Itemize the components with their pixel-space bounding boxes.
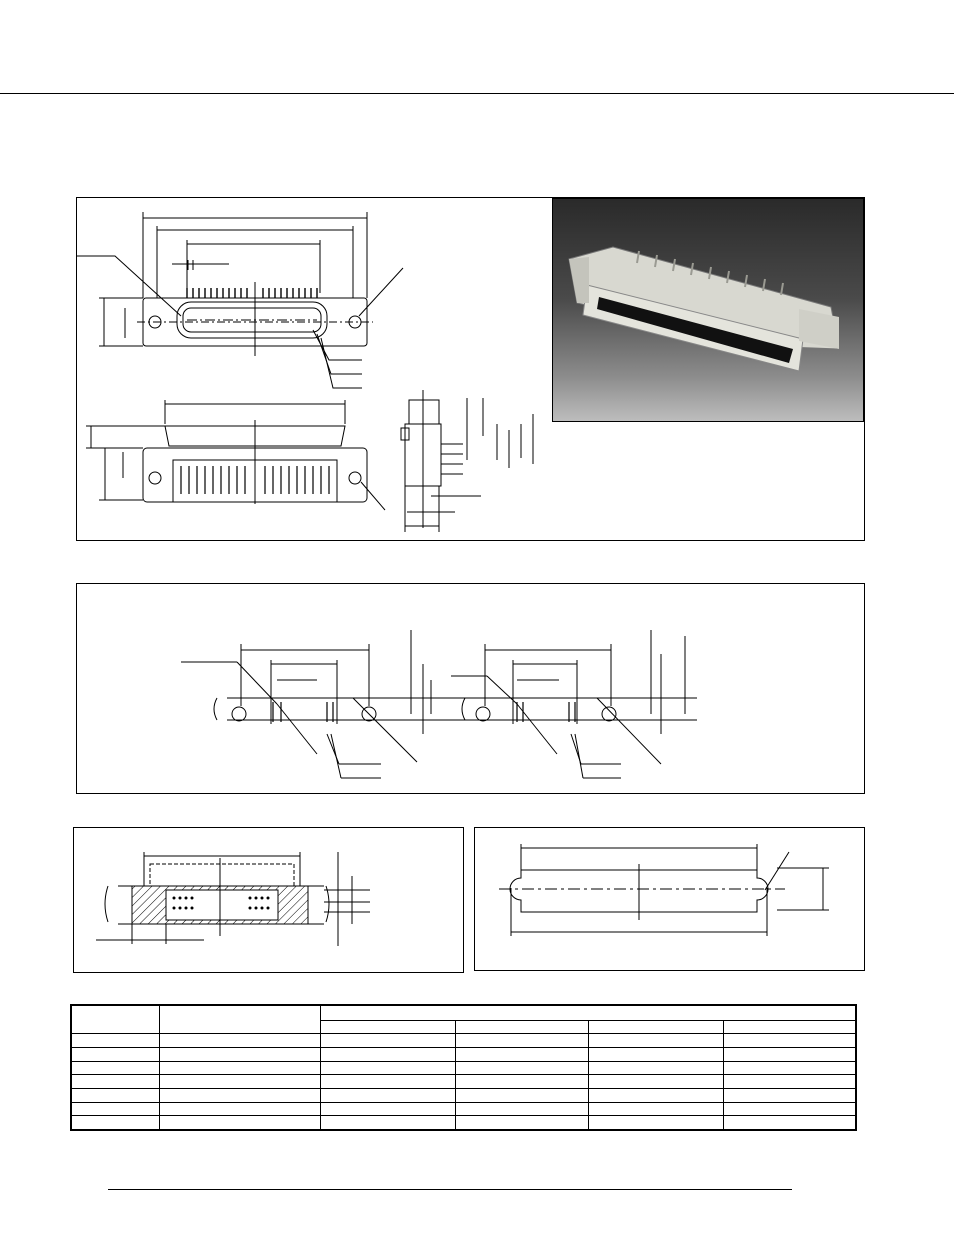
table-row — [71, 1048, 856, 1062]
table-row — [71, 1116, 856, 1130]
pcb-layout-right — [451, 630, 697, 778]
panel-cutout-outline-panel — [474, 827, 865, 971]
spec-table — [70, 1004, 857, 1131]
header-rule — [0, 93, 954, 94]
table-header-cell — [320, 1005, 856, 1020]
table-header-cell — [455, 1020, 589, 1034]
product-photo — [552, 198, 864, 422]
connector-side-view — [401, 390, 533, 532]
table-header-cell — [589, 1020, 724, 1034]
panel-cutout-section-panel — [73, 827, 464, 973]
panel-cutout-section — [74, 828, 465, 974]
table-header-cell — [71, 1005, 160, 1034]
pcb-layout-panel — [76, 583, 865, 794]
table-row — [71, 1102, 856, 1116]
table-row — [71, 1088, 856, 1102]
table-header-cell — [320, 1020, 455, 1034]
footer-rule — [108, 1189, 792, 1190]
table-row — [71, 1075, 856, 1089]
table-header-cell — [723, 1020, 856, 1034]
pcb-layout — [77, 584, 866, 795]
connector-photo-render — [553, 199, 864, 422]
connector-front-view — [86, 400, 385, 510]
table-row — [71, 1034, 856, 1048]
pcb-layout-left — [181, 630, 477, 778]
panel-cutout-outline — [475, 828, 866, 972]
table-header-cell — [160, 1005, 321, 1034]
pin-comb — [187, 288, 317, 298]
table-header-row — [71, 1005, 856, 1020]
connector-top-view — [77, 212, 403, 388]
table-row — [71, 1061, 856, 1075]
